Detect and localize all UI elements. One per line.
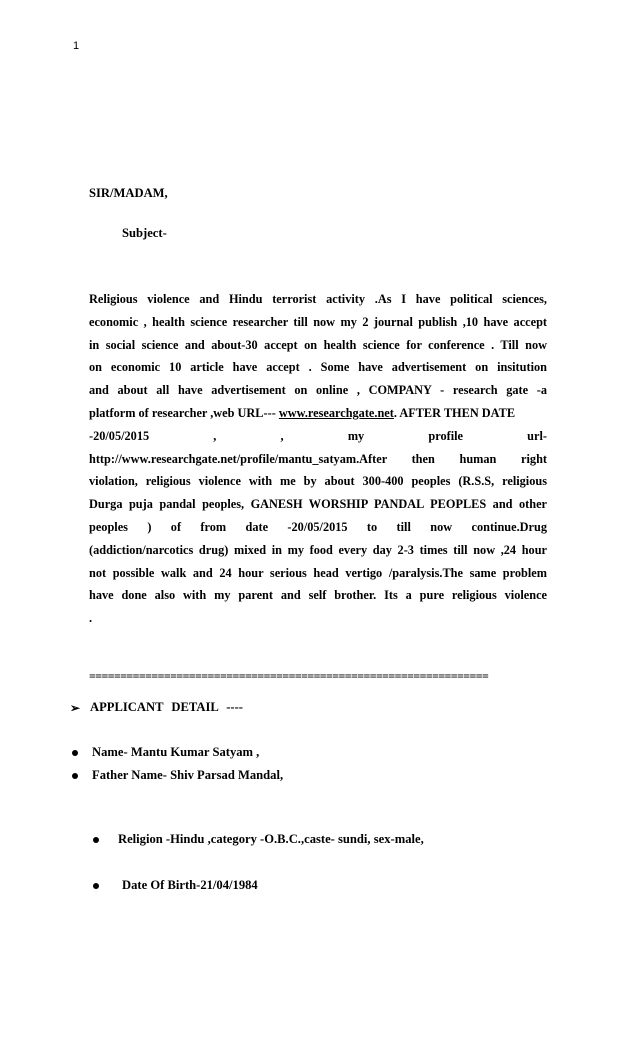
list-item-religion [93, 832, 424, 847]
subject-label: Subject- [122, 226, 167, 240]
researchgate-link[interactable]: www.researchgate.net [278, 405, 394, 420]
letter-body [89, 288, 547, 630]
body-line: -20/05/2015 , , my profile url- [89, 428, 547, 443]
body-line: economic , health science researcher till now my 2 journal publish ,10 have accept [89, 314, 547, 329]
body-line: not possible walk and 24 hour serious head vertigo /paralysis.The same problem [89, 565, 547, 580]
body-line-with-link [89, 402, 547, 425]
body-line: . [89, 611, 93, 626]
body-line: in social science and about-30 accept on health science for conference . Till now [89, 337, 547, 352]
body-line: have done also with my parent and self brother. Its a pure religious violence [89, 588, 547, 603]
body-line: on economic 10 article have accept . Some have advertisement on insitution [89, 360, 547, 375]
separator-line: ================================================================ [89, 669, 489, 683]
body-line: Durga puja pandal peoples, GANESH WORSHIP PANDAL PEOPLES and other [89, 497, 547, 512]
applicant-detail-label: APPLICANT DETAIL ---- [90, 700, 243, 714]
list-item-name [72, 745, 259, 760]
religion-details: Religion -Hindu ,category -O.B.C.,caste- sundi, sex-male, [118, 832, 424, 846]
date-of-birth: Date Of Birth-21/04/1984 [122, 878, 258, 892]
body-line: http://www.researchgate.net/profile/mantu_satyam.After then human right [89, 451, 547, 466]
body-line: (addiction/narcotics drug) mixed in my food every day 2-3 times till now ,24 hour [89, 542, 547, 557]
body-line: Religious violence and Hindu terrorist activity .As I have political sciences, [89, 292, 547, 306]
applicant-detail-heading [70, 700, 243, 715]
father-name: Father Name- Shiv Parsad Mandal, [92, 768, 284, 782]
page-number: 1 [73, 40, 80, 52]
round-bullet-icon [93, 837, 99, 843]
list-item-dob [93, 878, 258, 893]
applicant-name: Name- Mantu Kumar Satyam , [92, 745, 260, 759]
list-item-father-name [72, 768, 283, 783]
body-line: violation, religious violence with me by about 300-400 peoples (R.S.S, religious [89, 474, 547, 489]
salutation: SIR/MADAM, [89, 186, 168, 200]
round-bullet-icon [93, 883, 99, 889]
round-bullet-icon [72, 773, 78, 779]
body-line: peoples ) of from date -20/05/2015 to till now continue.Drug [89, 519, 547, 534]
body-line: platform of researcher ,web URL--- [89, 405, 276, 420]
round-bullet-icon [72, 750, 78, 756]
arrowhead-bullet-icon: ➢ [70, 700, 81, 715]
body-line-tail: . AFTER THEN DATE [393, 405, 516, 420]
body-line: and about all have advertisement on online , COMPANY - research gate -a [89, 383, 547, 398]
